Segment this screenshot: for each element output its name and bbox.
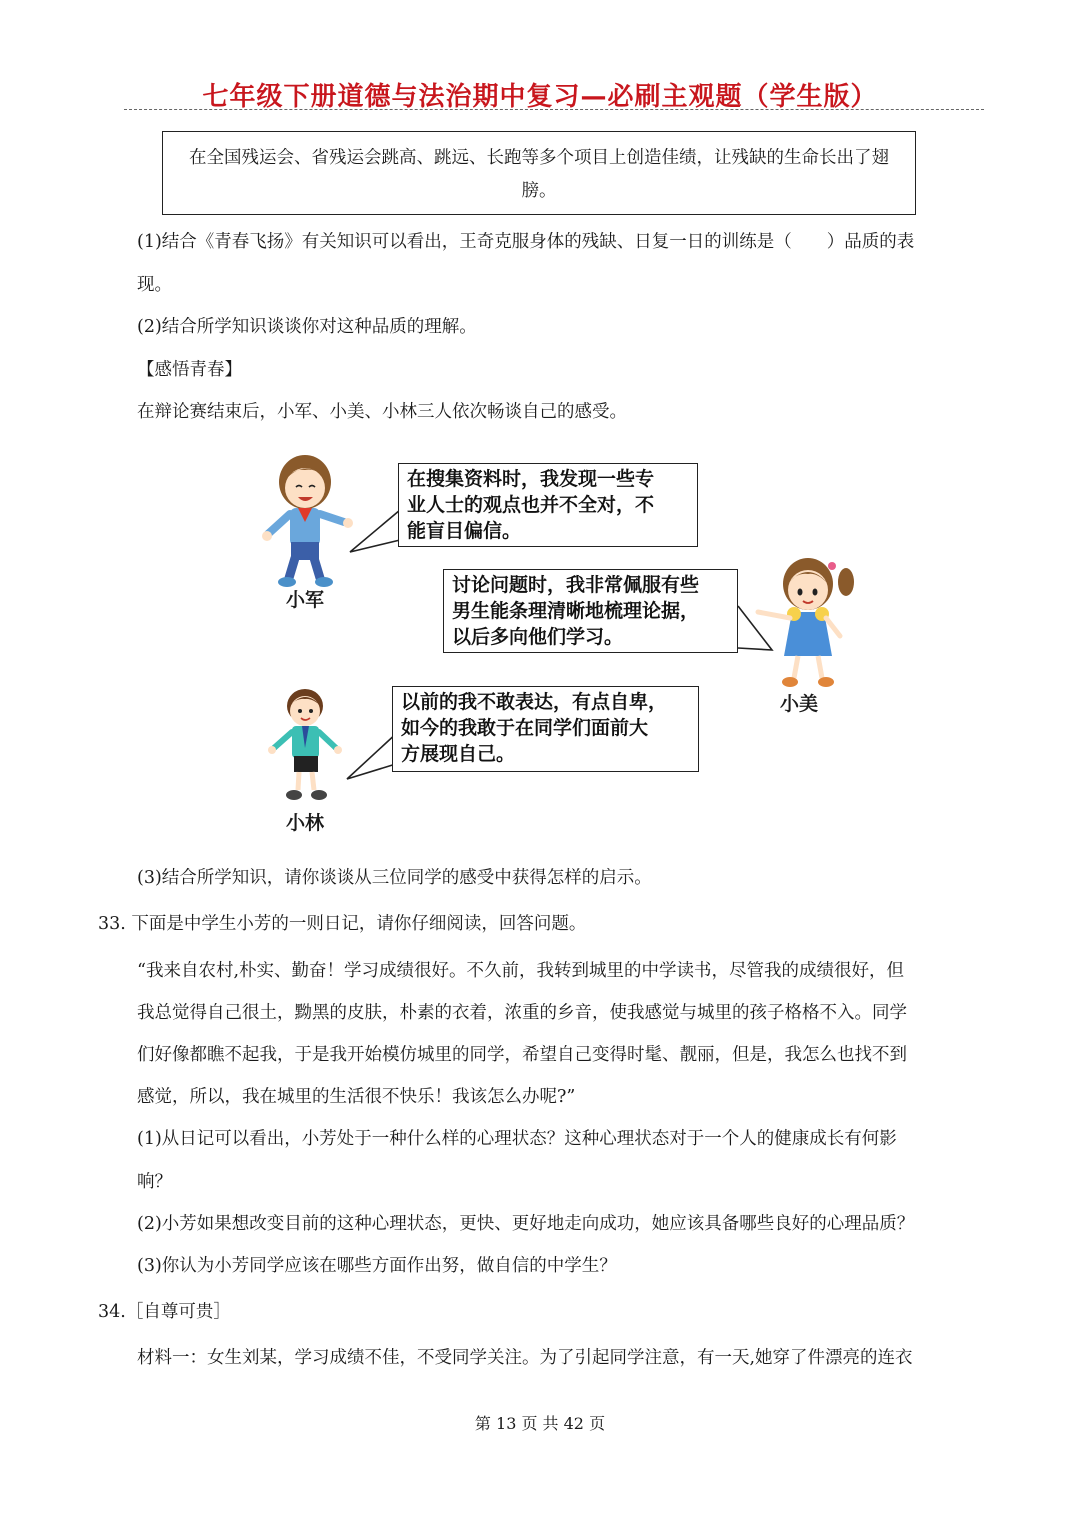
section-heading: 【感悟青春】	[137, 360, 242, 380]
q33-sub1-line2: 响？	[137, 1172, 172, 1192]
speaker-name-xiaomei: 小美	[780, 693, 819, 715]
q33-sub2: (2)小芳如果想改变目前的这种心理状态，更快、更好地走向成功，她应该具备哪些良好的心理品质？	[137, 1214, 915, 1234]
xiaomei-figure-icon	[752, 552, 862, 692]
q34-material1: 材料一：女生刘某，学习成绩不佳，不受同学关注。为了引起同学注意，有一天,她穿了件漂亮的连衣	[137, 1348, 913, 1368]
page-title: 七年级下册道德与法治期中复习—必刷主观题（学生版）	[202, 82, 878, 112]
speech-line: 以前的我不敢表达，有点自卑，	[401, 691, 668, 713]
q32-intro: 在辩论赛结束后，小军、小美、小林三人依次畅谈自己的感受。	[137, 402, 627, 422]
q32-sub1-line2: 现。	[137, 275, 172, 295]
xiaolin-speech-bubble	[392, 686, 699, 772]
xiaomei-speech-bubble	[443, 569, 738, 653]
speech-line: 如今的我敢于在同学们面前大	[401, 717, 649, 739]
q33-diary-line: 感觉，所以，我在城里的生活很不快乐！我该怎么办呢?”	[137, 1087, 576, 1107]
speaker-name-xiaolin: 小林	[286, 812, 325, 834]
speech-line: 能盲目偏信。	[407, 520, 522, 542]
title-divider	[124, 109, 984, 110]
q33-diary-line: 们好像都瞧不起我，于是我开始模仿城里的同学，希望自己变得时髦、靓丽，但是，我怎么也找不到	[137, 1045, 907, 1065]
speaker-name-xiaojun: 小军	[286, 589, 325, 611]
material-text: 在全国残运会、省残运会跳高、跳远、长跑等多个项目上创造佳绩，让残缺的生命长出了翅膀。	[189, 148, 889, 201]
speech-line: 业人士的观点也并不全对，不	[407, 494, 655, 516]
speech-line: 讨论问题时，我非常佩服有些	[452, 574, 700, 596]
speech-line: 男生能条理清晰地梳理论据，	[452, 600, 700, 622]
page-number: 第 13 页 共 42 页	[474, 1414, 606, 1433]
speech-line: 以后多向他们学习。	[452, 626, 624, 648]
xiaojun-speech-bubble	[398, 463, 698, 547]
q32-sub1-line1: (1)结合《青春飞扬》有关知识可以看出，王奇克服身体的残缺、日复一日的训练是（ ）品质的表	[137, 232, 915, 252]
q33-stem: 33. 下面是中学生小芳的一则日记，请你仔细阅读，回答问题。	[98, 914, 587, 934]
q32-sub3: (3)结合所学知识，请你谈谈从三位同学的感受中获得怎样的启示。	[137, 868, 652, 888]
speech-line: 方展现自己。	[401, 743, 516, 765]
q33-sub1-line1: (1)从日记可以看出，小芳处于一种什么样的心理状态？这种心理状态对于一个人的健康成长有何影	[137, 1129, 897, 1149]
q33-diary-line: 我总觉得自己很土，黝黑的皮肤，朴素的衣着，浓重的乡音，使我感觉与城里的孩子格格不入。同学	[137, 1003, 907, 1023]
speech-line: 在搜集资料时，我发现一些专	[407, 468, 655, 490]
material-box	[162, 131, 916, 215]
dialogue-illustration	[0, 440, 1080, 840]
xiaojun-figure-icon	[258, 450, 358, 590]
xiaolin-figure-icon	[266, 686, 346, 806]
q34-stem: 34.［自尊可贵］	[98, 1302, 231, 1322]
q33-diary-line: “我来自农村,朴实、勤奋！学习成绩很好。不久前，我转到城里的中学读书，尽管我的成绩很好，但	[137, 961, 905, 981]
q32-sub2: (2)结合所学知识谈谈你对这种品质的理解。	[137, 317, 477, 337]
q33-sub3: (3)你认为小芳同学应该在哪些方面作出努，做自信的中学生？	[137, 1256, 617, 1276]
